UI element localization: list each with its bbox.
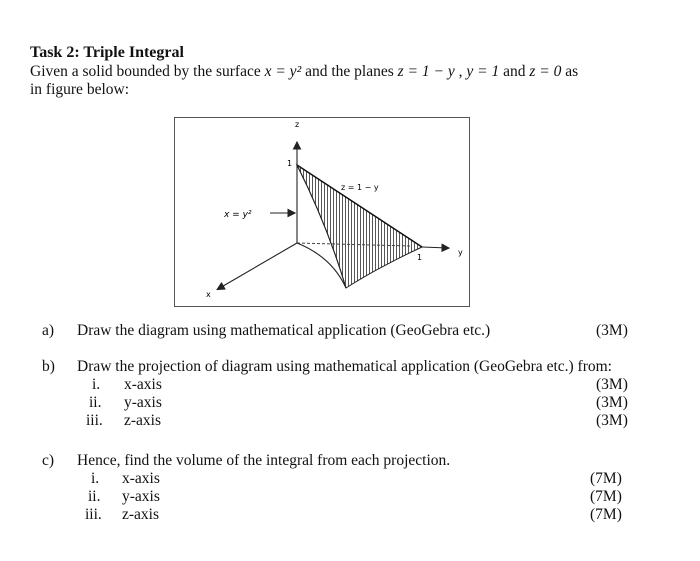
question-c-text: Hence, find the volume of the integral from each projection. — [77, 452, 451, 469]
solid-figure-svg — [174, 117, 470, 307]
question-b-item-1-num: i. — [92, 376, 101, 393]
intro-text-1: Given a solid bounded by the surface — [30, 63, 265, 80]
question-c-item-3-num: iii. — [85, 506, 102, 523]
question-b-item-3-num: iii. — [86, 412, 103, 429]
surface-equation-label: x = y² — [224, 210, 252, 220]
equation-plane-1: z = 1 − y — [397, 63, 455, 80]
task-title: Task 2: Triple Integral — [30, 44, 184, 61]
task-intro-line1 — [30, 63, 578, 81]
question-b-item-2-num: ii. — [89, 394, 102, 411]
question-c-item-2-text: y-axis — [122, 488, 160, 505]
question-b-item-1-text: x-axis — [124, 376, 162, 393]
question-c-item-1-num: i. — [91, 470, 100, 487]
intro-text-5: as — [561, 63, 579, 80]
question-b-text: Draw the projection of diagram using mathematical application (GeoGebra etc.) from: — [77, 358, 612, 375]
question-b-item-3-text: z-axis — [124, 412, 162, 429]
question-a-letter: a) — [42, 322, 55, 339]
question-b-letter: b) — [42, 358, 55, 375]
z-axis-label: z — [295, 120, 300, 129]
equation-plane-3: z = 0 — [529, 63, 562, 80]
x-axis-label: x — [206, 290, 211, 299]
question-c-item-2-marks: (7M) — [590, 488, 622, 505]
equation-plane-2: y = 1 — [466, 63, 500, 80]
question-c-item-1-text: x-axis — [122, 470, 160, 487]
question-b-item-2-text: y-axis — [124, 394, 162, 411]
question-a-marks: (3M) — [596, 322, 628, 339]
question-c-letter: c) — [42, 452, 55, 469]
question-c-item-3-text: z-axis — [122, 506, 160, 523]
intro-text-4: and — [499, 63, 530, 80]
question-c-item-1-marks: (7M) — [590, 470, 622, 487]
question-c-item-2-num: ii. — [88, 488, 101, 505]
question-c-item-3-marks: (7M) — [590, 506, 622, 523]
question-b-item-3-marks: (3M) — [596, 412, 628, 429]
question-b-item-1-marks: (3M) — [596, 376, 628, 393]
task-intro-line2: in figure below: — [30, 81, 130, 98]
solid-figure — [174, 117, 470, 307]
y-tick-label: 1 — [417, 253, 423, 262]
equation-surface: x = y² — [264, 63, 302, 80]
question-b-item-2-marks: (3M) — [596, 394, 628, 411]
intro-text-2: and the planes — [301, 63, 398, 80]
intro-text-3: , — [454, 63, 467, 80]
y-axis-label: y — [458, 248, 463, 257]
question-a-text: Draw the diagram using mathematical application (GeoGebra etc.) — [77, 322, 491, 339]
z-tick-label: 1 — [287, 159, 293, 168]
plane-equation-label: z = 1 − y — [341, 183, 379, 192]
